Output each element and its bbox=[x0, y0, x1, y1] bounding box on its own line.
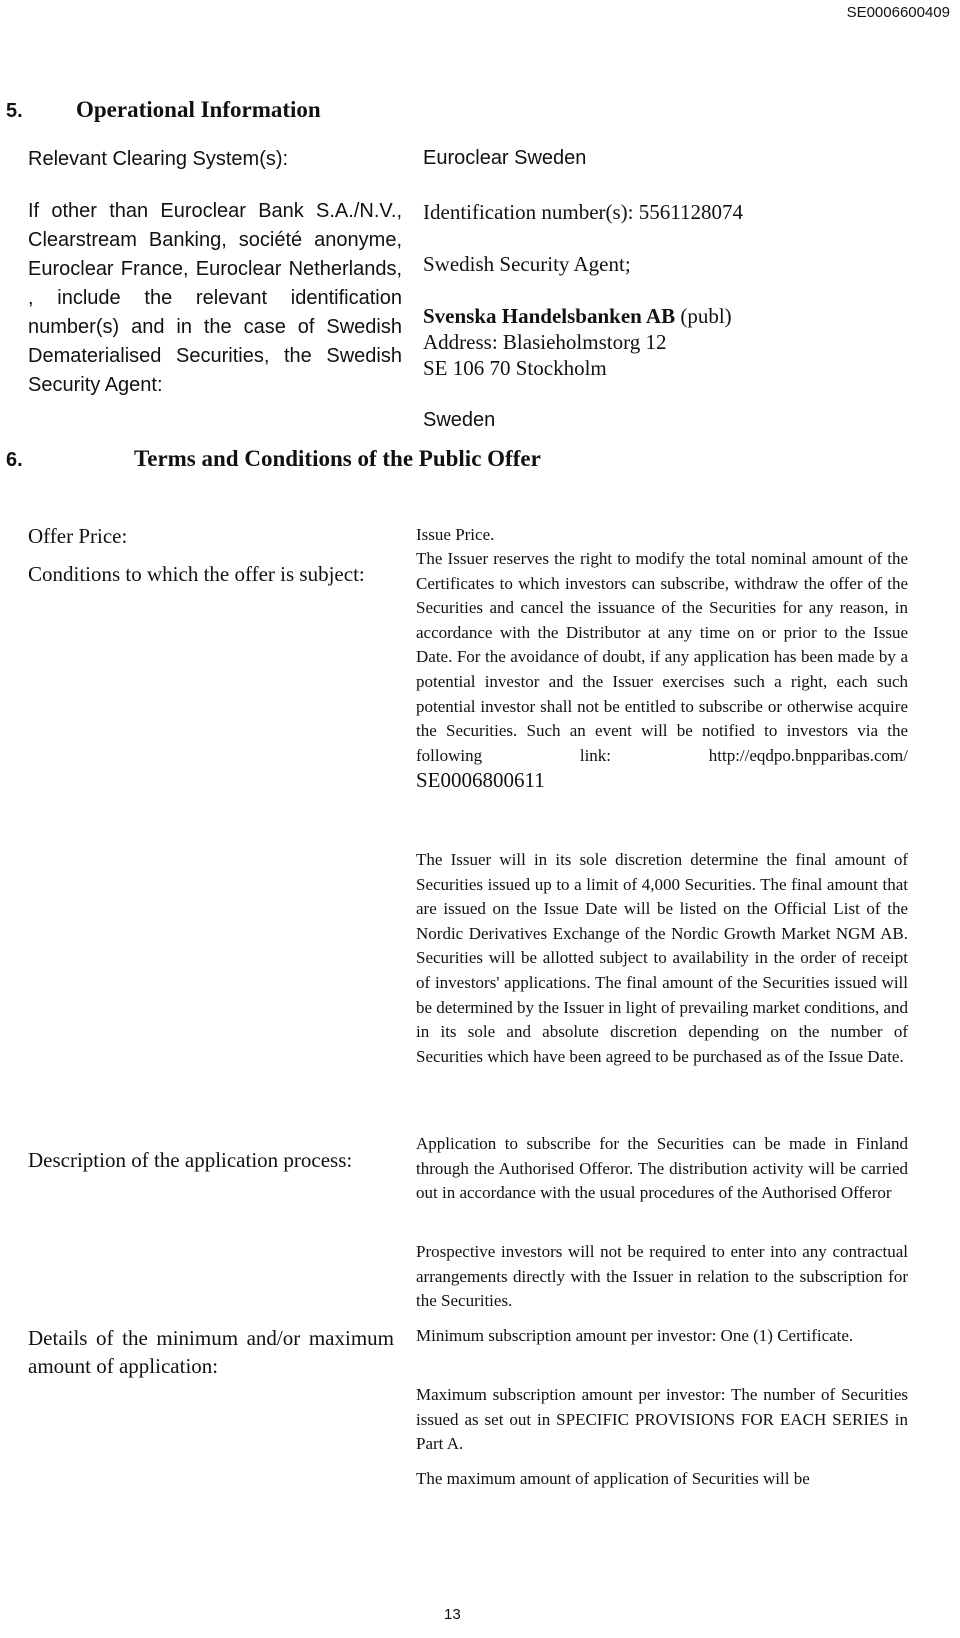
offer-price-label: Offer Price: bbox=[28, 524, 128, 548]
section-6-number: 6. bbox=[6, 449, 23, 471]
security-agent-name bbox=[423, 303, 732, 330]
clearing-system-value: Euroclear Sweden bbox=[423, 147, 587, 169]
agent-name-suffix: (publ) bbox=[675, 304, 732, 328]
agent-country: Sweden bbox=[423, 409, 496, 431]
offer-conditions-value: The Issuer reserves the right to modify the total nominal amount of the Certificates to which investors can subscribe, withdraw the offer of the Securities and cancel the issuance of the Securities for any reason, in accordance with the Distributor at any time on or prior to the Issue Date. For the avoidance of doubt, if any application has been made by a potential investor and the Issuer exercises such a right, each such potential investor shall not be entitled to subscribe or otherwise acquire the Securities. Such an event will be notified to investors via the following link: http://eqdpo.bnpparibas.com/ bbox=[416, 549, 908, 765]
application-process-value: Application to subscribe for the Securities can be made in Finland through the Authorised Offeror. The distribution activity will be carried out in accordance with the usual procedures of the Authorised Offeror bbox=[416, 1134, 908, 1203]
offer-price-value: Issue Price. bbox=[416, 525, 495, 544]
section-5-title: Operational Information bbox=[76, 97, 321, 122]
agent-address-line-1: Address: Blasieholmstorg 12 bbox=[423, 330, 667, 354]
offer-conditions-link-id: SE0006800611 bbox=[416, 768, 545, 793]
agent-name-bold: Svenska Handelsbanken AB bbox=[423, 304, 676, 328]
other-clearing-label: If other than Euroclear Bank S.A./N.V., Clearstream Banking, société anonyme, Euroclear France, Euroclear Netherlands, , include the relevant identification number(s) and in the case of Swedish Dematerialised Securities, the Swedish Security Agent: bbox=[28, 200, 402, 396]
final-amount-paragraph: The Issuer will in its sole discretion determine the final amount of Securities issued up to a limit of 4,000 Securities. The final amount that are issued on the Issue Date will be listed on the Official List of the Nordic Derivatives Exchange of the Nordic Growth Market NGM AB. Securities will be allotted subject to availability in the order of receipt of investors' applications. The final amount of the Securities issued will be determined by the Issuer in light of prevailing market conditions, and in its sole and absolute discretion depending on the number of Securities which have been agreed to be purchased as of the Issue Date. bbox=[416, 850, 908, 1066]
application-amount-label: Details of the minimum and/or maximum amount of application: bbox=[28, 1326, 394, 1378]
page-number: 13 bbox=[444, 1606, 461, 1623]
maximum-subscription-value: Maximum subscription amount per investor: The number of Securities issued as set out in SPECIFIC PROVISIONS FOR EACH SERIES in Part A. bbox=[416, 1385, 908, 1454]
contractual-arrangements-paragraph: Prospective investors will not be required to enter into any contractual arrangements directly with the Issuer in relation to the subscription for the Securities. bbox=[416, 1242, 908, 1311]
offer-conditions-label: Conditions to which the offer is subject: bbox=[28, 562, 365, 586]
document-id: SE0006600409 bbox=[846, 4, 950, 21]
maximum-application-paragraph: The maximum amount of application of Securities will be bbox=[416, 1469, 810, 1488]
section-5-number: 5. bbox=[6, 100, 23, 122]
clearing-system-label: Relevant Clearing System(s): bbox=[28, 148, 289, 170]
minimum-subscription-value: Minimum subscription amount per investor: One (1) Certificate. bbox=[416, 1326, 854, 1345]
section-6-title: Terms and Conditions of the Public Offer bbox=[134, 446, 541, 471]
offer-conditions-block bbox=[416, 547, 908, 794]
application-process-label: Description of the application process: bbox=[28, 1148, 353, 1172]
security-agent-line: Swedish Security Agent; bbox=[423, 252, 631, 276]
agent-address-line-2: SE 106 70 Stockholm bbox=[423, 356, 607, 380]
identification-numbers: Identification number(s): 5561128074 bbox=[423, 200, 743, 224]
